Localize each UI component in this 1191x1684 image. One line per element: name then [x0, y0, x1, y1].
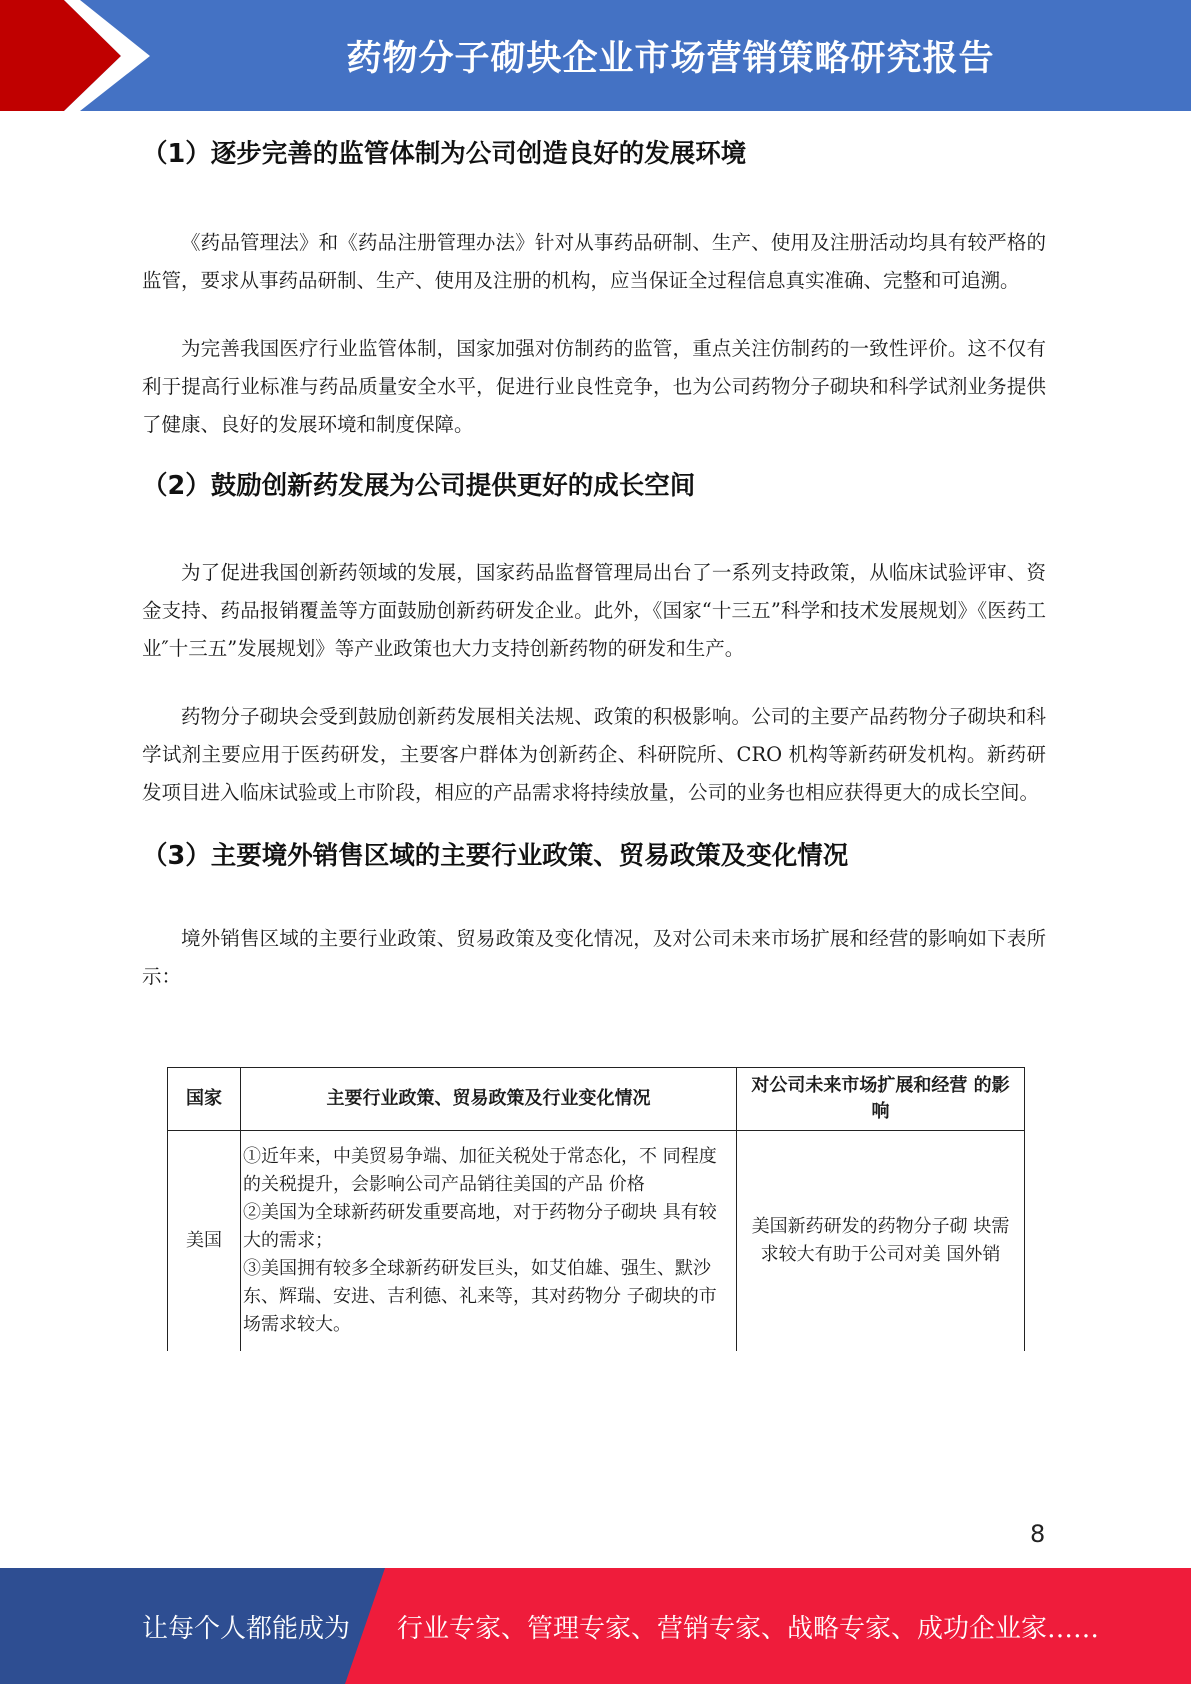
- section-2-paragraph-2: 药物分子砌块会受到鼓励创新药发展相关法规、政策的积极影响。公司的主要产品药物分子砌块和科学试剂主要应用于医药研发，主要客户群体为创新药企、科研院所、CRO 机构等新药研发机构。新药研发项目进入临床试验或上市阶段，相应的产品需求将持续放量，公司的业务也相应获得更大的成长空间。: [142, 705, 1046, 804]
- cell-impact: 美国新药研发的药物分子砌 块需求较大有助于公司对美 国外销: [737, 1131, 1025, 1352]
- section-3-heading: （3）主要境外销售区域的主要行业政策、贸易政策及变化情况: [142, 841, 849, 871]
- table-header-row: [168, 1068, 1025, 1131]
- section-1-paragraph-1: 《药品管理法》和《药品注册管理办法》针对从事药品研制、生产、使用及注册活动均具有较严格的监管，要求从事药品研制、生产、使用及注册的机构，应当保证全过程信息真实准确、完整和可追溯。: [142, 231, 1046, 292]
- header-impact: 对公司未来市场扩展和经营 的影响: [737, 1068, 1025, 1131]
- section-2-heading: （2）鼓励创新药发展为公司提供更好的成长空间: [142, 471, 696, 501]
- cell-policy: [241, 1131, 737, 1352]
- policy-line-1: ①近年来，中美贸易争端、加征关税处于常态化，不 同程度的关税提升，会影响公司产品销往美国的产品 价格: [243, 1146, 717, 1195]
- page-footer: [0, 1568, 1191, 1684]
- footer-slogan-left: 让每个人都能成为: [142, 1613, 351, 1644]
- section-2-paragraph-1: 为了促进我国创新药领域的发展，国家药品监督管理局出台了一系列支持政策，从临床试验评审、资金支持、药品报销覆盖等方面鼓励创新药研发企业。此外，《国家“十三五”科学和技术发展规划》《医药工业″十三五”发展规划》等产业政策也大力支持创新药物的研发和生产。: [142, 561, 1046, 660]
- section-3-paragraph-1: 境外销售区域的主要行业政策、贸易政策及变化情况，及对公司未来市场扩展和经营的影响如下表所示：: [142, 927, 1046, 988]
- policy-table: [167, 1067, 1025, 1351]
- section-1-heading: （1）逐步完善的监管体制为公司创造良好的发展环境: [142, 139, 747, 169]
- cell-country: 美国: [168, 1131, 241, 1352]
- header-country: 国家: [168, 1068, 241, 1131]
- header-policy: 主要行业政策、贸易政策及行业变化情况: [241, 1068, 737, 1131]
- document-body: [142, 128, 1046, 996]
- page-header: [0, 0, 1191, 111]
- page-number: 8: [1030, 1520, 1046, 1548]
- header-red-chevron: [0, 0, 121, 111]
- table-row: [168, 1131, 1025, 1352]
- policy-line-3: ③美国拥有较多全球新药研发巨头，如艾伯雄、强生、默沙东、辉瑞、安进、吉利德、礼来等，其对药物分 子砌块的市场需求较大。: [243, 1258, 717, 1335]
- policy-line-2: ②美国为全球新药研发重要高地，对于药物分子砌块 具有较大的需求；: [243, 1202, 717, 1251]
- header-arrow-decoration: [0, 0, 160, 111]
- footer-slogan-right: 行业专家、管理专家、营销专家、战略专家、成功企业家……: [397, 1613, 1100, 1644]
- report-title: 药物分子砌块企业市场营销策略研究报告: [346, 38, 995, 79]
- section-1-paragraph-2: 为完善我国医疗行业监管体制，国家加强对仿制药的监管，重点关注仿制药的一致性评价。这不仅有利于提高行业标准与药品质量安全水平，促进行业良性竞争，也为公司药物分子砌块和科学试剂业务提供了健康、良好的发展环境和制度保障。: [142, 337, 1046, 436]
